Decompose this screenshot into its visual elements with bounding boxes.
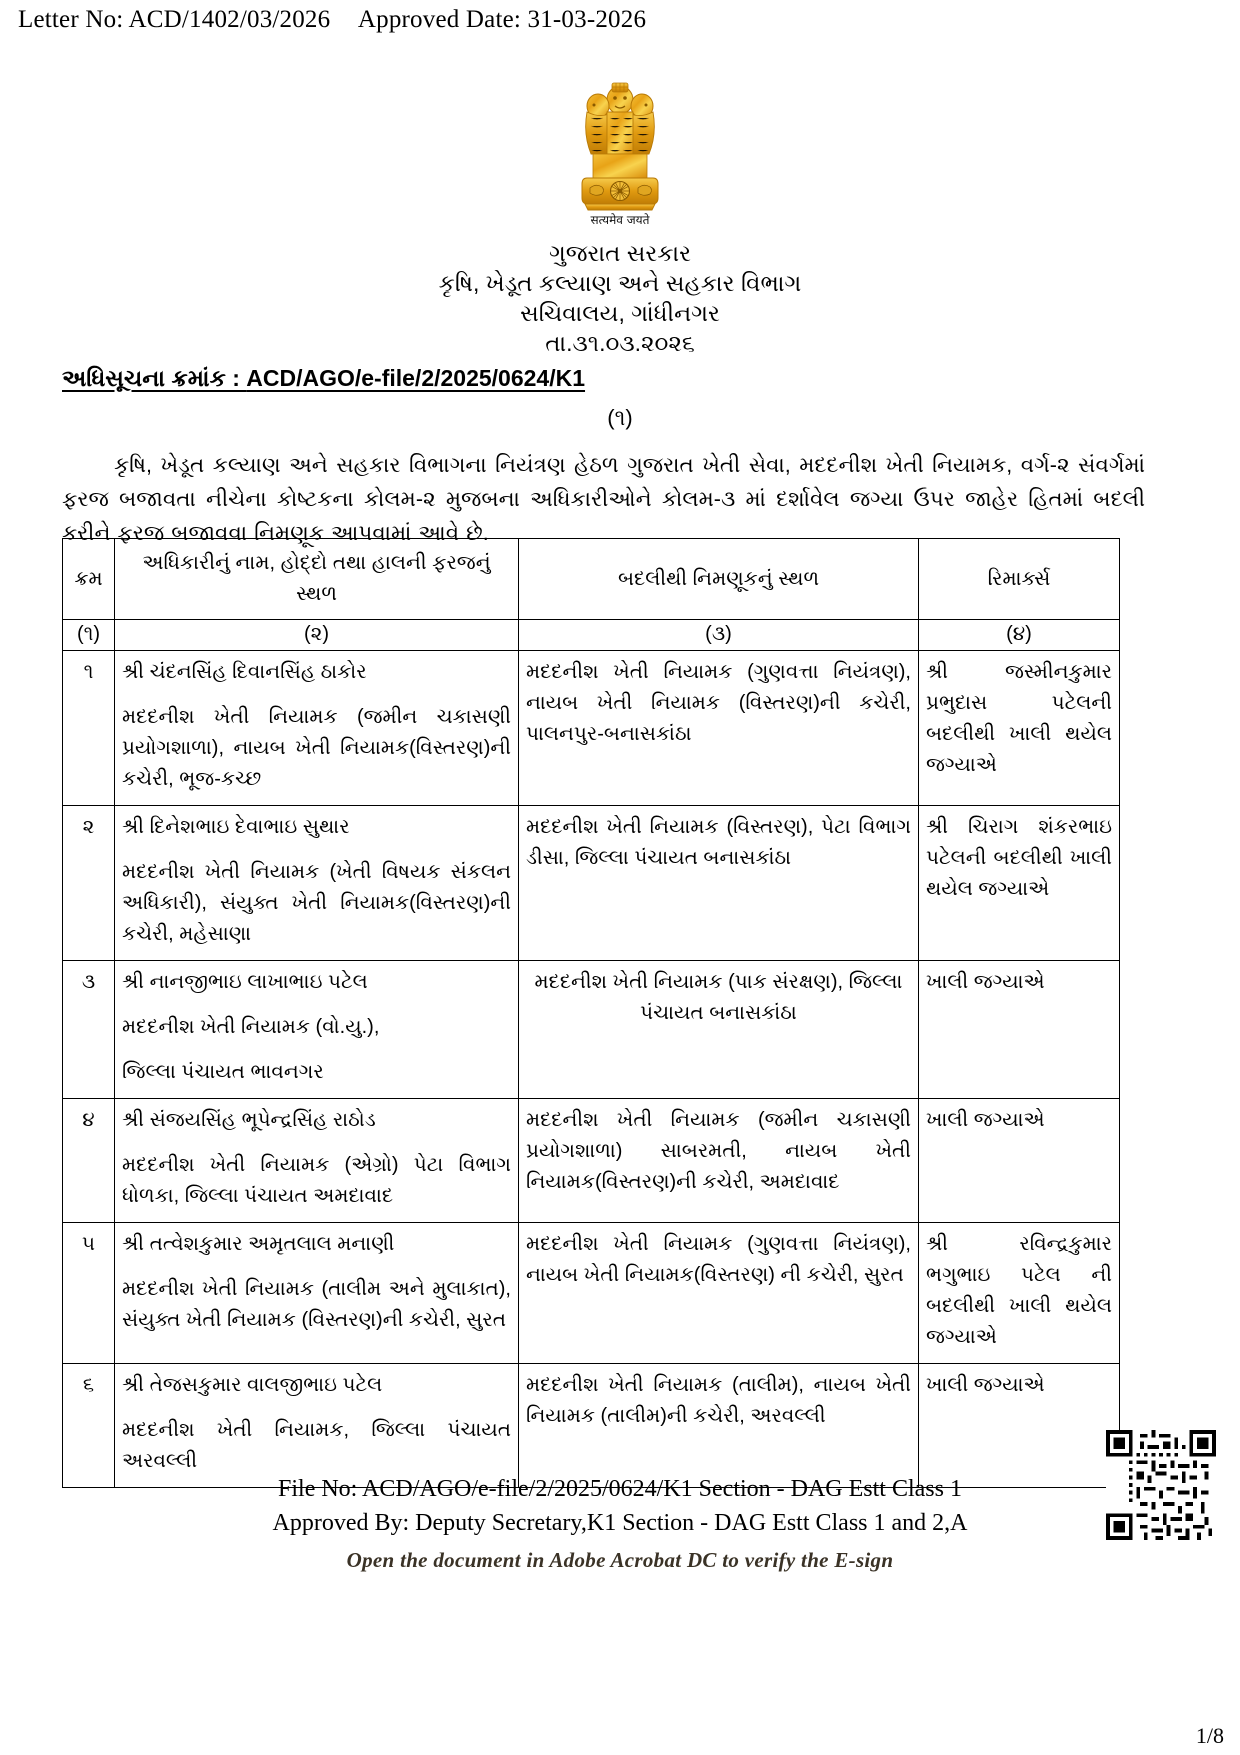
notification-paragraph: કૃષિ, ખેડૂત કલ્યાણ અને સહકાર વિભાગના નિયંત્રણ હેઠળ ગુજરાત ખેતી સેવા, મદદનીશ ખેતી નિયામક, વર્ગ-૨ સંવર્ગમાં ફરજ બજાવતા નીચેના કોષ્ટકના કોલમ-૨ મુજબના અધિકારીઓને કોલમ-૩ માં દર્શાવેલ જગ્યા ઉપર જાહેર હિતમાં બદલી કરીને ફરજ બજાવવા નિમણૂક આપવામાં આવે છે.	[62, 453, 1145, 545]
row-number: ૫	[63, 1223, 115, 1364]
row-officer	[115, 961, 519, 1099]
table-row	[63, 961, 1120, 1099]
row-place: મદદનીશ ખેતી નિયામક (તાલીમ), નાયબ ખેતી નિયામક (તાલીમ)ની કચેરી, અરવલ્લી	[519, 1364, 919, 1488]
page-number: 1/8	[1195, 1723, 1224, 1748]
row-remarks: ખાલી જગ્યાએ	[919, 1099, 1120, 1223]
letter-header-line	[18, 6, 646, 34]
header-place: બદલીથી નિમણૂકનું સ્થળ	[519, 539, 919, 620]
gov-line-state: ગુજરાત સરકાર	[549, 240, 691, 266]
table-row	[63, 651, 1120, 806]
row-officer	[115, 1364, 519, 1488]
officer-name: શ્રી સંજયસિંહ ભૂપેન્દ્રસિંહ રાઠોડ	[122, 1109, 376, 1131]
table-header-row	[63, 539, 1120, 620]
row-remarks: શ્રી જસ્મીનકુમાર પ્રભુદાસ પટેલની બદલીથી ખાલી થયેલ જગ્યાએ	[919, 651, 1120, 806]
header-remarks: રિમાર્ક્સ	[919, 539, 1120, 620]
row-place: મદદનીશ ખેતી નિયામક (ગુણવત્તા નિયંત્રણ), નાયબ ખેતી નિયામક (વિસ્તરણ)ની કચેરી, પાલનપુર-બનાસકાંઠા	[519, 651, 919, 806]
document-footer	[0, 1472, 1240, 1577]
gov-line-department: કૃષિ, ખેડૂત કલ્યાણ અને સહકાર વિભાગ	[438, 270, 802, 296]
officer-designation: મદદનીશ ખેતી નિયામક (ખેતી વિષયક સંકલન અધિકારી), સંયુક્ત ખેતી નિયામક(વિસ્તરણ)ની કચેરી, મહેસાણા	[122, 861, 511, 945]
notification-number	[62, 365, 585, 392]
notification-number-label: અધિસૂચના ક્રમાંક :	[62, 365, 247, 391]
row-place: મદદનીશ ખેતી નિયામક (જમીન ચકાસણી પ્રયોગશાળા) સાબરમતી, નાયબ ખેતી નિયામક(વિસ્તરણ)ની કચેરી, અમદાવાદ	[519, 1099, 919, 1223]
officer-designation: મદદનીશ ખેતી નિયામક (વો.યુ.),	[122, 1016, 380, 1038]
officer-designation: મદદનીશ ખેતી નિયામક (એગ્રો) પેટા વિભાગ ધોળકા, જિલ્લા પંચાયત અમદાવાદ	[122, 1154, 511, 1207]
row-officer	[115, 651, 519, 806]
row-number: ૩	[63, 961, 115, 1099]
officer-designation: મદદનીશ ખેતી નિયામક, જિલ્લા પંચાયત અરવલ્લી	[122, 1419, 511, 1472]
officer-designation-2: જિલ્લા પંચાયત ભાવનગર	[122, 1061, 324, 1083]
officer-name: શ્રી તત્વેશકુમાર અમૃતલાલ મનાણી	[122, 1233, 395, 1255]
table-row	[63, 1099, 1120, 1223]
emblem-container	[0, 78, 1240, 235]
row-number: ૬	[63, 1364, 115, 1488]
table-column-number-row	[63, 620, 1120, 651]
officer-designation: મદદનીશ ખેતી નિયામક (તાલીમ અને મુલાકાત), સંયુક્ત ખેતી નિયામક (વિસ્તરણ)ની કચેરી, સુરત	[122, 1278, 511, 1331]
colnum-2: (૨)	[115, 620, 519, 651]
gov-line-date: તા.૩૧.૦૩.૨૦૨૬	[545, 330, 695, 356]
table-row	[63, 1223, 1120, 1364]
approved-date-label: Approved Date:	[357, 6, 522, 33]
colnum-3: (૩)	[519, 620, 919, 651]
gov-line-secretariat: સચિવાલય, ગાંધીનગર	[520, 300, 720, 326]
officer-designation: મદદનીશ ખેતી નિયામક (જમીન ચકાસણી પ્રયોગશાળા), નાયબ ખેતી નિયામક(વિસ્તરણ)ની કચેરી, ભૂજ-કચ્છ	[122, 706, 511, 790]
row-remarks: શ્રી ચિરાગ શંકરભાઇ પટેલની બદલીથી ખાલી થયેલ જગ્યાએ	[919, 806, 1120, 961]
row-number: ૨	[63, 806, 115, 961]
header-officer: અધિકારીનું નામ, હોદ્દો તથા હાલની ફરજનું સ્થળ	[115, 539, 519, 620]
colnum-4: (૪)	[919, 620, 1120, 651]
officer-name: શ્રી દિનેશભાઇ દેવાભાઇ સુથાર	[122, 816, 350, 838]
row-remarks: શ્રી રવિન્દ્રકુમાર ભગુભાઇ પટેલ ની બદલીથી ખાલી થયેલ જગ્યાએ	[919, 1223, 1120, 1364]
row-place: મદદનીશ ખેતી નિયામક (પાક સંરક્ષણ), જિલ્લા પંચાયત બનાસકાંઠા	[519, 961, 919, 1099]
row-place: મદદનીશ ખેતી નિયામક (ગુણવત્તા નિયંત્રણ), નાયબ ખેતી નિયામક(વિસ્તરણ) ની કચેરી, સુરત	[519, 1223, 919, 1364]
row-remarks: ખાલી જગ્યાએ	[919, 961, 1120, 1099]
footer-file-no: File No: ACD/AGO/e-file/2/2025/0624/K1 Section - DAG Estt Class 1	[278, 1476, 962, 1502]
section-serial-number: (૧)	[607, 405, 633, 430]
officer-name: શ્રી ચંદનસિંહ દિવાનસિંહ ઠાકોર	[122, 661, 367, 683]
officer-name: શ્રી તેજસકુમાર વાલજીભાઇ પટેલ	[122, 1374, 383, 1396]
letter-no-value: ACD/1402/03/2026	[128, 6, 331, 33]
row-officer	[115, 1223, 519, 1364]
approved-date-value: 31-03-2026	[527, 6, 647, 33]
row-number: ૪	[63, 1099, 115, 1223]
row-number: ૧	[63, 651, 115, 806]
letter-no-label: Letter No:	[18, 6, 124, 33]
row-place: મદદનીશ ખેતી નિયામક (વિસ્તરણ), પેટા વિભાગ ડીસા, જિલ્લા પંચાયત બનાસકાંઠા	[519, 806, 919, 961]
notification-number-code: ACD/AGO/e-file/2/2025/0624/K1	[246, 365, 586, 391]
national-emblem-icon	[565, 78, 675, 230]
row-officer	[115, 806, 519, 961]
transfer-table	[62, 538, 1120, 1488]
emblem-motto-text: सत्यमेव जयते	[590, 213, 650, 227]
officer-name: શ્રી નાનજીભાઇ લાખાભાઇ પટેલ	[122, 971, 368, 993]
footer-esign-note: Open the document in Adobe Acrobat DC to verify the E-sign	[346, 1548, 894, 1572]
government-heading	[0, 238, 1240, 358]
colnum-1: (૧)	[63, 620, 115, 651]
table-row	[63, 1364, 1120, 1488]
table-row	[63, 806, 1120, 961]
header-krm: ક્રમ	[63, 539, 115, 620]
footer-approved-by: Approved By: Deputy Secretary,K1 Section - DAG Estt Class 1 and 2,A	[272, 1510, 968, 1536]
row-remarks: ખાલી જગ્યાએ	[919, 1364, 1120, 1488]
row-officer	[115, 1099, 519, 1223]
